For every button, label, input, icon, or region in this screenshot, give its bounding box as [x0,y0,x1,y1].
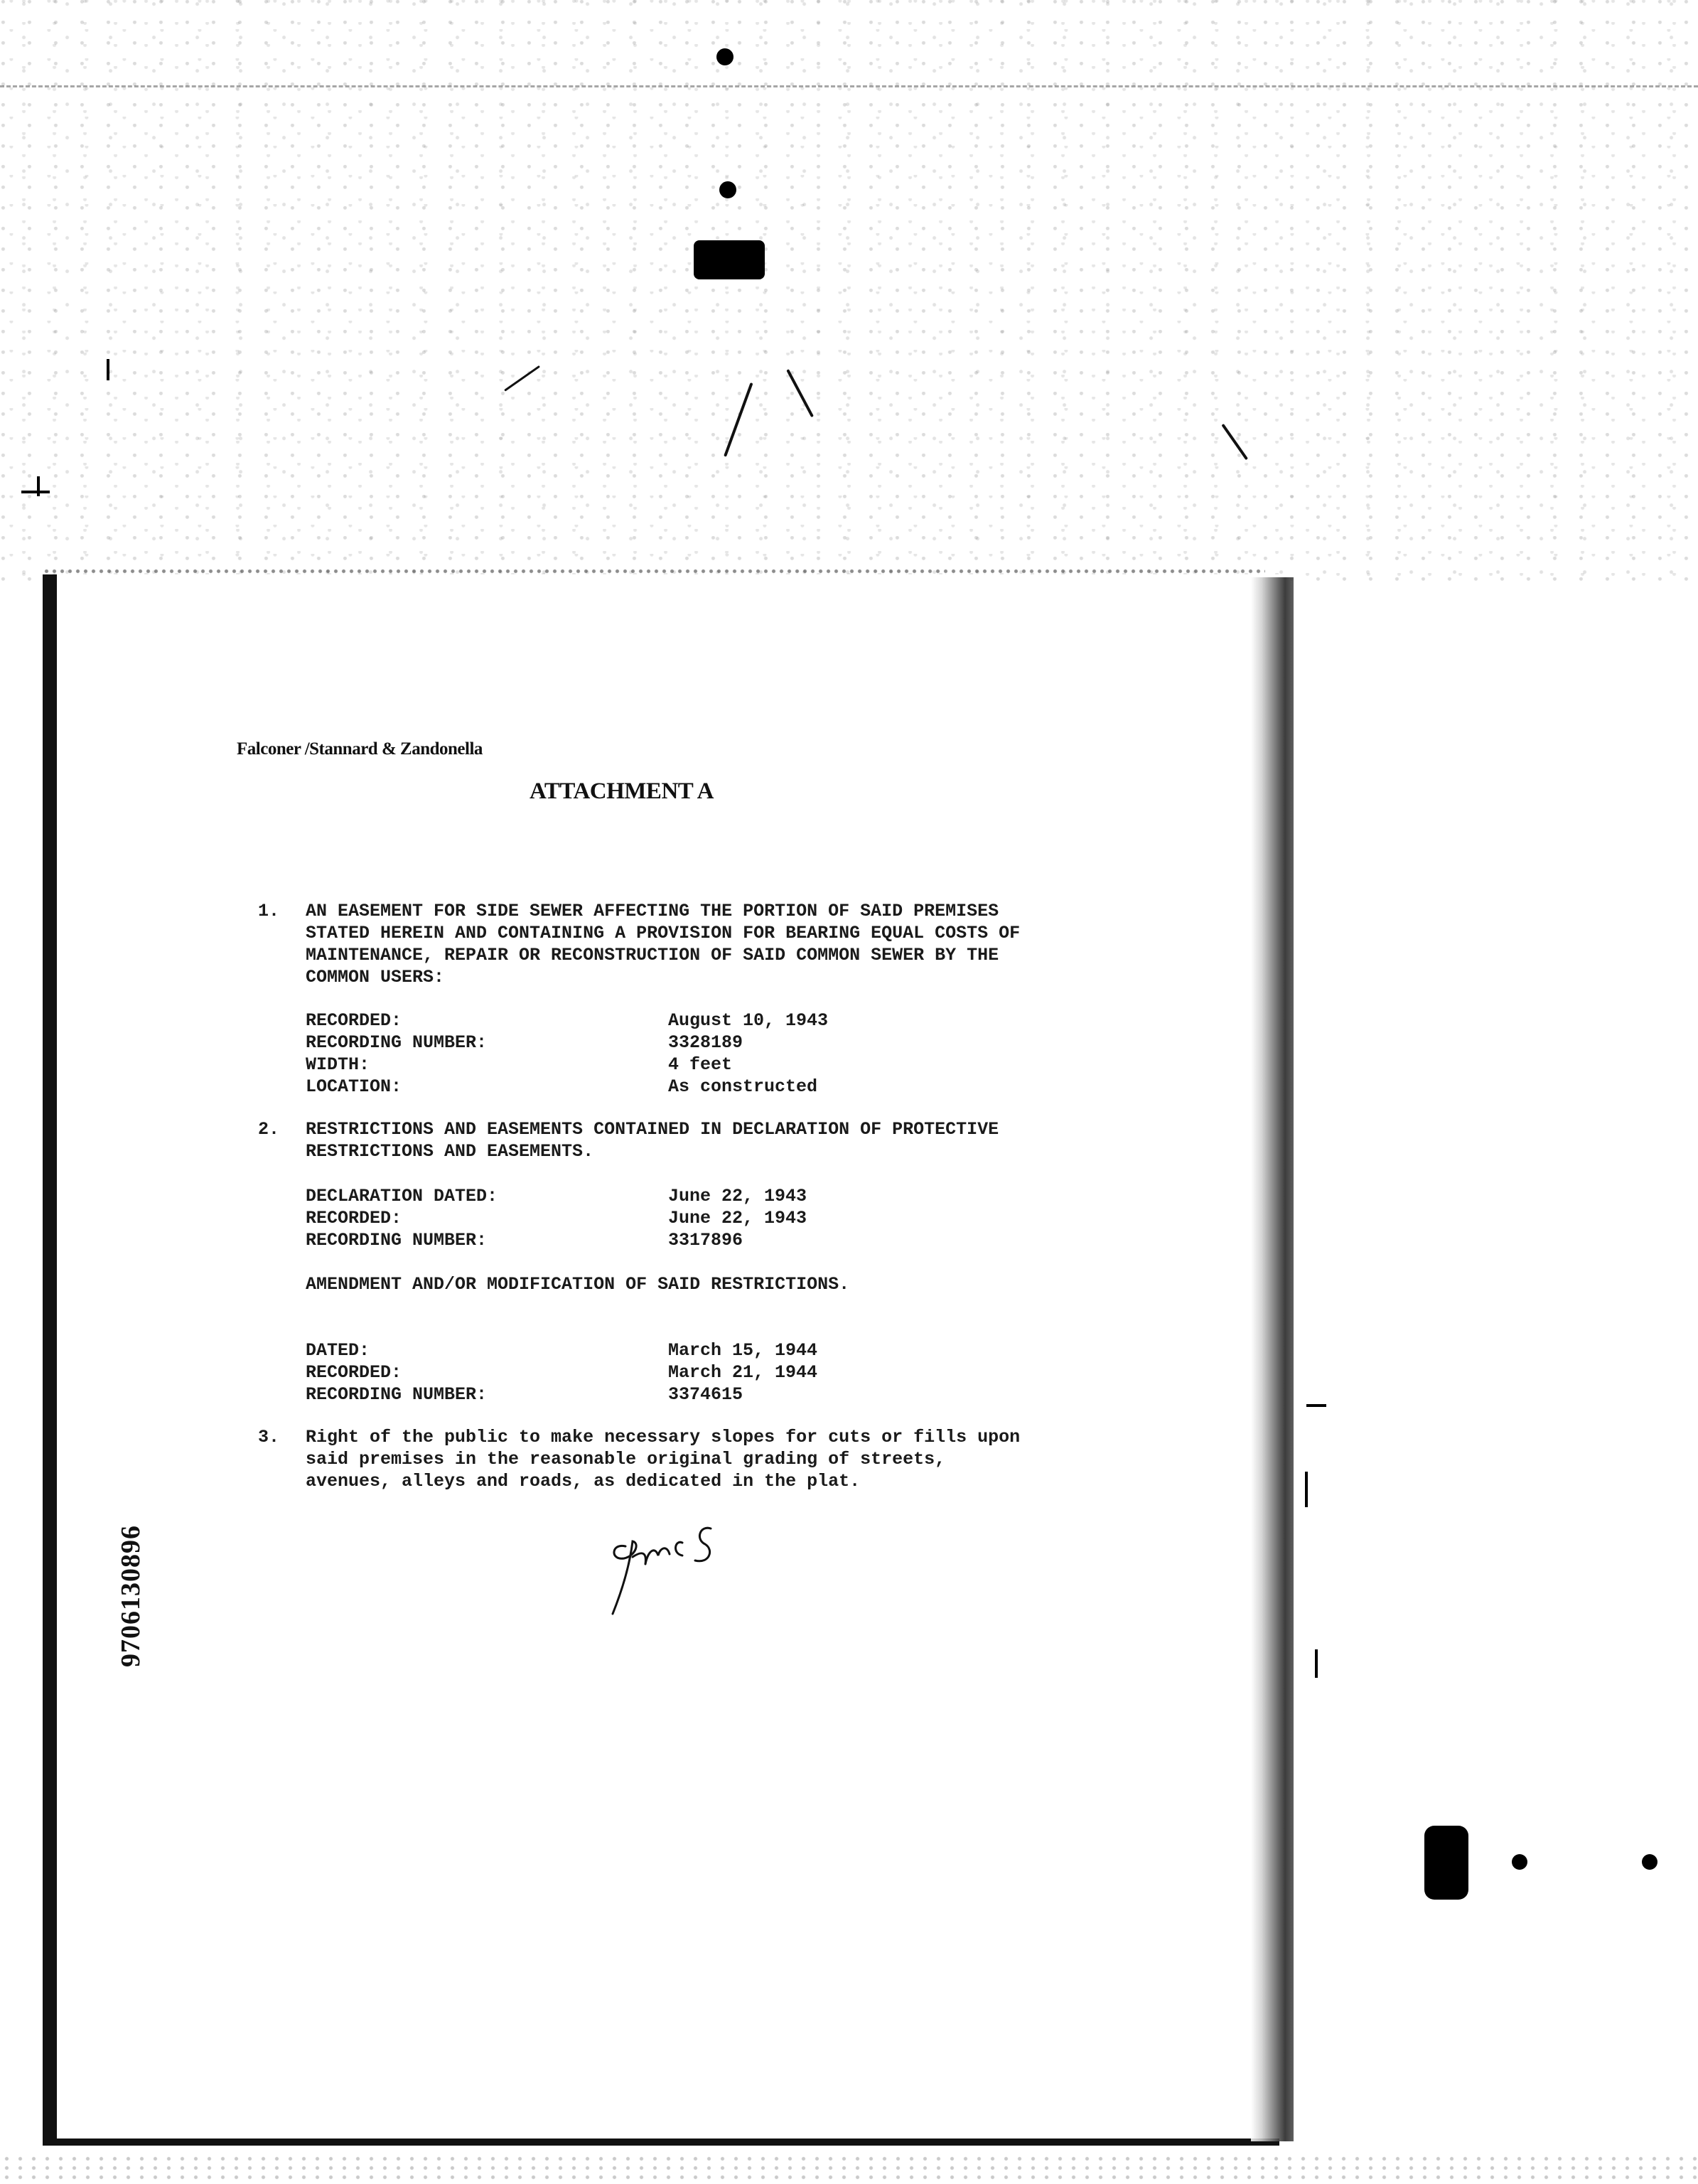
scan-tick [21,491,50,493]
scan-blob [694,240,765,279]
item-text-line: MAINTENANCE, REPAIR OR RECONSTRUCTION OF SAID COMMON SEWER BY THE [306,945,999,965]
field-label: RECORDED: [306,1208,402,1228]
page-edge-right [1251,577,1294,2141]
field-label: RECORDING NUMBER: [306,1384,488,1405]
hole-punch-dot [1642,1854,1657,1870]
scan-tick [107,359,109,380]
scan-tick [1305,1472,1308,1507]
field-label: DECLARATION DATED: [306,1186,498,1206]
item-text-line: said premises in the reasonable original grading of streets, [306,1449,946,1470]
handwritten-initials [604,1514,775,1621]
field-value: 3328189 [668,1032,743,1053]
scanned-page [43,574,1279,2146]
field-label: WIDTH: [306,1054,370,1075]
item-text-line: avenues, alleys and roads, as dedicated in the plat. [306,1471,861,1492]
field-label: RECORDED: [306,1010,402,1031]
amendment-text: AMENDMENT AND/OR MODIFICATION OF SAID RESTRICTIONS. [306,1274,850,1295]
page-title: ATTACHMENT A [530,778,714,804]
scan-tick [37,476,40,496]
scan-noise-bottom [0,2154,1698,2184]
document-number-vertical: 9706130896 [116,1525,146,1667]
item-number: 3. [258,1427,280,1447]
scan-noise-top [0,0,1698,583]
field-value: March 21, 1944 [668,1362,818,1383]
field-label: RECORDING NUMBER: [306,1230,488,1251]
field-value: 4 feet [668,1054,733,1075]
field-value: 3374615 [668,1384,743,1405]
firm-name: Falconer /Stannard & Zandonella [237,739,483,759]
item-text-line: COMMON USERS: [306,967,445,987]
field-label: RECORDING NUMBER: [306,1032,488,1053]
item-number: 2. [258,1119,280,1140]
item-text-line: AN EASEMENT FOR SIDE SEWER AFFECTING THE PORTION OF SAID PREMISES [306,901,999,921]
hole-punch-dot [716,48,734,65]
hole-punch-dot [1512,1854,1527,1870]
field-value: June 22, 1943 [668,1208,807,1228]
scan-tick [1306,1404,1326,1407]
scan-artifact-line [0,85,1698,87]
field-label: LOCATION: [306,1076,402,1097]
field-value: August 10, 1943 [668,1010,829,1031]
hole-punch-dot [719,181,736,198]
field-label: RECORDED: [306,1362,402,1383]
field-value: June 22, 1943 [668,1186,807,1206]
item-text-line: Right of the public to make necessary slopes for cuts or fills upon [306,1427,1021,1447]
field-value: March 15, 1944 [668,1340,818,1361]
item-text-line: RESTRICTIONS AND EASEMENTS CONTAINED IN DECLARATION OF PROTECTIVE [306,1119,999,1140]
field-label: DATED: [306,1340,370,1361]
item-text-line: RESTRICTIONS AND EASEMENTS. [306,1141,594,1162]
item-text-line: STATED HEREIN AND CONTAINING A PROVISION FOR BEARING EQUAL COSTS OF [306,923,1021,943]
field-value: As constructed [668,1076,818,1097]
item-number: 1. [258,901,280,921]
field-value: 3317896 [668,1230,743,1251]
scan-tick [1315,1649,1318,1678]
scan-blob [1424,1826,1468,1900]
